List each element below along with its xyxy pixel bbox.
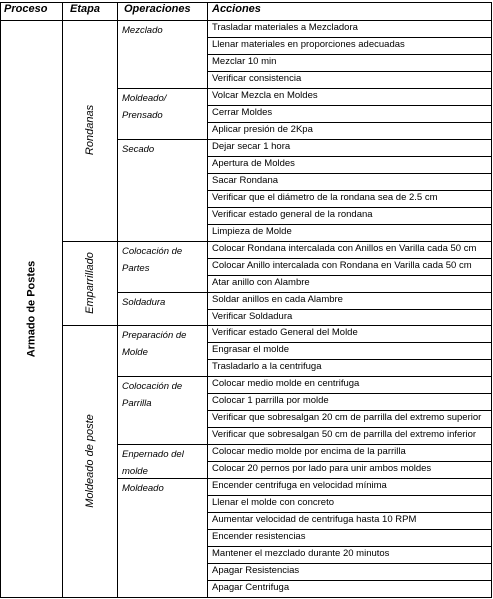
action-cell: Trasladar materiales a Mezcladora xyxy=(212,22,358,33)
operation-label: Secado xyxy=(122,143,155,155)
operation-divider xyxy=(117,325,207,326)
action-cell: Apertura de Moldes xyxy=(212,157,295,169)
action-cell: Limpieza de Molde xyxy=(212,225,292,237)
operation-label: Parrilla xyxy=(122,398,152,410)
action-cell: Verificar estado General del Molde xyxy=(212,327,358,339)
column-divider xyxy=(491,2,492,597)
action-cell: Volcar Mezcla en Moldes xyxy=(212,89,318,101)
action-cell: Dejar secar 1 hora xyxy=(212,140,291,152)
action-cell: Colocar 20 pernos por lado para unir ambos moldes xyxy=(212,463,432,475)
operation-label: molde xyxy=(122,466,148,478)
action-cell: Apagar Resistencias xyxy=(212,565,300,577)
etapa-label: Emparrillado xyxy=(83,252,96,314)
operation-label: Colocación de xyxy=(122,245,183,257)
action-cell: Colocar medio molde por encima de la parrilla xyxy=(212,446,406,458)
operation-label: Partes xyxy=(122,262,150,274)
action-cell: Verificar consistencia xyxy=(212,72,302,84)
operation-divider xyxy=(117,444,207,445)
operation-label: Moldeado/ xyxy=(122,92,167,104)
action-cell: Engrasar el molde xyxy=(212,344,290,356)
action-cell: Verificar que sobresalgan 50 cm de parrilla del extremo inferior xyxy=(212,429,477,441)
action-cell: Encender resistencias xyxy=(212,531,306,543)
operation-label: Prensado xyxy=(122,109,163,121)
action-cell: Aumentar velocidad de centrifuga hasta 10 RPM xyxy=(212,514,417,526)
table-border-bottom xyxy=(0,597,492,598)
action-cell: Atar anillo con Alambre xyxy=(212,276,310,288)
etapa-label: Moldeado de poste xyxy=(83,414,96,509)
header-etapa: Etapa xyxy=(70,3,100,15)
action-cell: Colocar medio molde en centrifuga xyxy=(212,378,360,390)
operation-label: Moldeado xyxy=(122,483,164,495)
header-proceso: Proceso xyxy=(4,3,48,15)
column-divider xyxy=(0,2,1,597)
action-cell: Sacar Rondana xyxy=(212,174,279,186)
action-cell: Cerrar Moldes xyxy=(212,106,273,118)
action-cell: Llenar el molde con concreto xyxy=(212,497,334,509)
action-cell: Colocar Rondana intercalada con Anillos en Varilla cada 50 cm xyxy=(212,242,477,254)
operation-divider xyxy=(117,478,207,479)
action-cell: Colocar Anillo intercalada con Rondana en Varilla cada 50 cm xyxy=(212,259,472,271)
action-cell: Mezclar 10 min xyxy=(212,55,277,67)
action-cell: Llenar materiales en proporciones adecuadas xyxy=(212,38,405,50)
etapa-label: Rondanas xyxy=(83,105,96,156)
action-cell: Encender centrifuga en velocidad mínima xyxy=(212,480,387,492)
action-cell: Trasladarlo a la centrifuga xyxy=(212,361,322,373)
etapa-divider xyxy=(62,241,117,242)
operation-label: Enpernado del xyxy=(122,449,184,461)
operation-divider xyxy=(117,88,207,89)
action-cell: Colocar 1 parrilla por molde xyxy=(212,395,329,407)
table-border-top xyxy=(0,2,492,3)
header-acciones: Acciones xyxy=(212,3,261,15)
column-divider xyxy=(62,2,63,597)
operation-label: Mezclado xyxy=(122,25,163,36)
operation-label: Molde xyxy=(122,347,148,359)
operation-label: Preparación de xyxy=(122,330,187,342)
action-cell: Mantener el mezclado durante 20 minutos xyxy=(212,548,390,560)
column-divider xyxy=(207,2,208,597)
action-cell: Verificar estado general de la rondana xyxy=(212,208,373,220)
action-cell: Aplicar presión de 2Kpa xyxy=(212,123,313,135)
column-divider xyxy=(117,2,118,597)
action-cell: Verificar que sobresalgan 20 cm de parrilla del extremo superior xyxy=(212,412,482,424)
header-operaciones: Operaciones xyxy=(124,3,191,15)
action-cell: Apagar Centrifuga xyxy=(212,582,290,594)
action-cell: Verificar que el diámetro de la rondana sea de 2.5 cm xyxy=(212,191,438,203)
action-cell: Verificar Soldadura xyxy=(212,310,293,322)
action-cell: Soldar anillos en cada Alambre xyxy=(212,293,343,305)
operation-label: Colocación de xyxy=(122,381,183,393)
proceso-label: Armado de Postes xyxy=(24,260,37,357)
etapa-divider xyxy=(62,325,117,326)
operation-label: Soldadura xyxy=(122,296,166,308)
operation-divider xyxy=(117,376,207,377)
